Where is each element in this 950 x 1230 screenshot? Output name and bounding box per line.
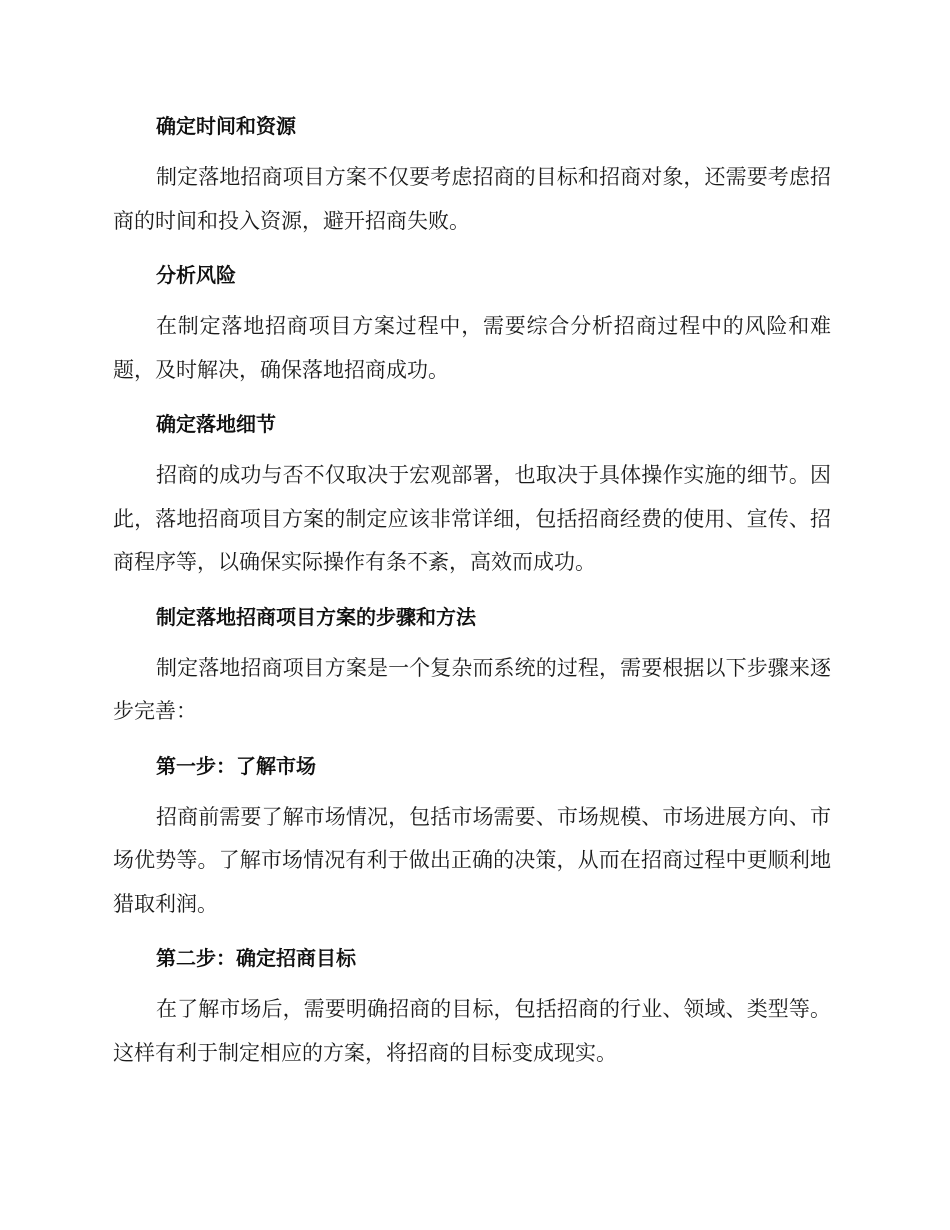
section-paragraph: 制定落地招商项目方案不仅要考虑招商的目标和招商对象，还需要考虑招商的时间和投入资源，避开招商失败。 xyxy=(113,165,831,233)
section-heading: 第二步：确定招商目标 xyxy=(156,946,356,970)
section-paragraph: 招商前需要了解市场情况，包括市场需要、市场规模、市场进展方向、市场优势等。了解市场情况有利于做出正确的决策，从而在招商过程中更顺利地猎取利润。 xyxy=(113,804,831,916)
section-paragraph: 在了解市场后，需要明确招商的目标，包括招商的行业、领域、类型等。这样有利于制定相应的方案，将招商的目标变成现实。 xyxy=(113,997,831,1065)
section-heading: 第一步：了解市场 xyxy=(156,753,316,778)
document-body xyxy=(113,108,831,1089)
section-paragraph: 制定落地招商项目方案是一个复杂而系统的过程，需要根据以下步骤来逐步完善： xyxy=(113,655,831,723)
section-paragraph: 在制定落地招商项目方案过程中，需要综合分析招商过程中的风险和难题，及时解决，确保落地招商成功。 xyxy=(113,314,831,382)
section-heading: 确定落地细节 xyxy=(156,412,276,436)
section-heading: 分析风险 xyxy=(156,263,236,287)
section-heading: 确定时间和资源 xyxy=(156,114,296,138)
section-heading: 制定落地招商项目方案的步骤和方法 xyxy=(156,604,476,629)
section-paragraph: 招商的成功与否不仅取决于宏观部署，也取决于具体操作实施的细节。因此，落地招商项目方案的制定应该非常详细，包括招商经费的使用、宣传、招商程序等，以确保实际操作有条不紊，高效而成功。 xyxy=(113,463,831,574)
